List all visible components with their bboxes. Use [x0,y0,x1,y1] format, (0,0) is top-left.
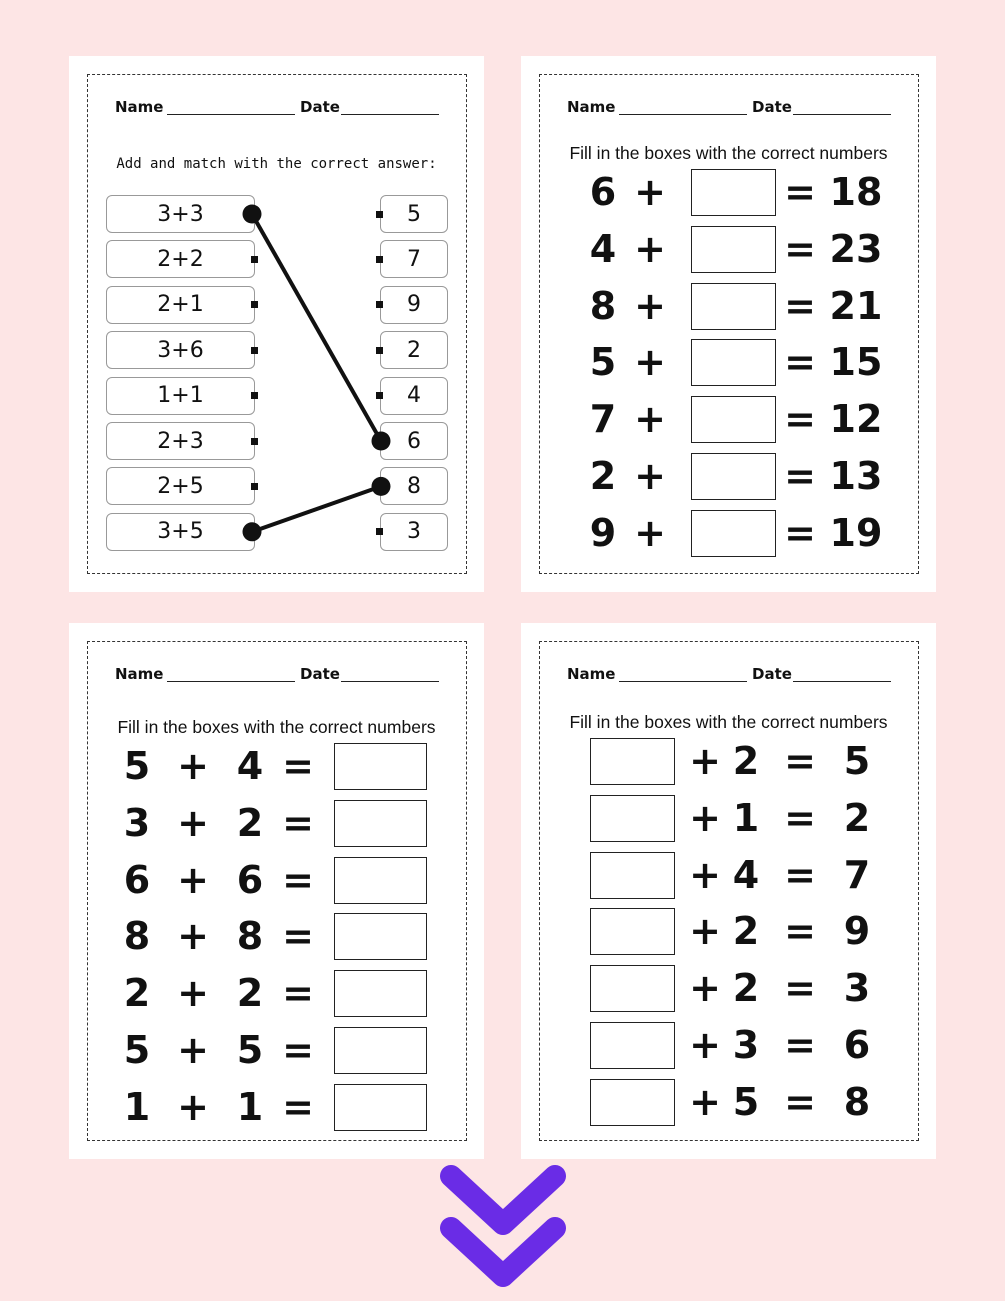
equals-sign: = [784,966,816,1011]
answer-card: 6 [380,422,448,460]
addend-a: 1 [123,1084,151,1129]
plus-sign: + [634,170,666,214]
equals-sign: = [282,971,314,1016]
addend-a: 8 [589,283,617,328]
addend-a: 9 [589,510,617,555]
instruction: Fill in the boxes with the correct numbers [117,717,436,737]
match-endpoint [243,522,262,541]
answer-box[interactable] [590,852,675,899]
plus-sign: + [177,744,209,788]
match-endpoint [372,477,391,496]
answer-box[interactable] [590,1079,675,1126]
answer-box[interactable] [691,510,776,557]
date-line [793,681,891,682]
problem-card: 1+1 [106,377,255,415]
match-endpoint [243,205,262,224]
plus-sign: + [689,1079,721,1124]
result: 7 [843,852,871,897]
instruction: Fill in the boxes with the correct numbers [569,143,888,163]
answer-box[interactable] [334,743,427,790]
name-label: Name [115,665,164,683]
answer-box[interactable] [590,965,675,1012]
addend-b: 1 [236,1084,264,1129]
answer-box[interactable] [691,396,776,443]
plus-sign: + [689,966,721,1011]
problem-card: 2+5 [106,467,255,505]
result: 2 [843,795,871,840]
result: 5 [843,739,871,783]
answer-box[interactable] [334,913,427,960]
plus-sign: + [177,1028,209,1072]
addend-a: 6 [123,857,151,902]
name-label: Name [567,665,616,683]
equals-sign: = [282,800,314,845]
equals-sign: = [784,510,816,555]
plus-sign: + [177,1084,209,1129]
name-line [167,681,295,682]
match-line [252,486,381,531]
match-line [252,214,381,441]
plus-sign: + [634,397,666,442]
equals-sign: = [784,795,816,840]
date-label: Date [752,98,792,116]
plus-sign: + [689,739,721,783]
problem-card: 3+5 [106,513,255,551]
answer-box[interactable] [590,738,675,785]
answer-box[interactable] [691,226,776,273]
plus-sign: + [177,914,209,959]
addend-b: 6 [236,857,264,902]
equals-sign: = [784,852,816,897]
answer-card: 8 [380,467,448,505]
equals-sign: = [784,909,816,954]
result: 13 [829,454,883,498]
result: 9 [843,909,871,954]
answer-box[interactable] [334,1027,427,1074]
equals-sign: = [784,739,816,783]
addend-b: 4 [236,744,264,788]
answer-card: 3 [380,513,448,551]
addend-a: 2 [123,971,151,1016]
match-lines [69,56,484,592]
answer-box[interactable] [334,970,427,1017]
addend-b: 4 [732,852,760,897]
addend-a: 6 [589,170,617,214]
answer-box[interactable] [691,169,776,216]
answer-card: 5 [380,195,448,233]
worksheet-missing-addend [521,56,936,592]
answer-card: 9 [380,286,448,324]
result: 6 [843,1023,871,1067]
equals-sign: = [784,1079,816,1124]
addend-b: 2 [236,800,264,845]
equals-sign: = [784,1023,816,1067]
addend-b: 2 [732,909,760,954]
problem-card: 2+3 [106,422,255,460]
answer-box[interactable] [334,800,427,847]
addend-b: 8 [236,914,264,959]
addend-b: 1 [732,795,760,840]
match-endpoint [372,432,391,451]
double-chevron-down-icon [423,1158,583,1298]
result: 19 [829,510,883,555]
equals-sign: = [282,1084,314,1129]
answer-box[interactable] [590,795,675,842]
addend-a: 3 [123,800,151,845]
date-line [341,681,439,682]
equals-sign: = [282,914,314,959]
problem-card: 3+6 [106,331,255,369]
equals-sign: = [282,744,314,788]
equals-sign: = [784,397,816,442]
equals-sign: = [282,857,314,902]
addend-a: 5 [123,1028,151,1072]
addend-b: 2 [732,739,760,783]
name-line [619,681,747,682]
plus-sign: + [177,800,209,845]
date-label: Date [300,98,340,116]
answer-box[interactable] [691,453,776,500]
answer-box[interactable] [334,857,427,904]
addend-a: 8 [123,914,151,959]
name-label: Name [115,98,164,116]
result: 12 [829,397,883,442]
answer-box[interactable] [691,339,776,386]
addend-b: 2 [236,971,264,1016]
name-line [619,114,747,115]
result: 21 [829,283,883,328]
answer-box[interactable] [691,283,776,330]
plus-sign: + [689,909,721,954]
answer-card: 4 [380,377,448,415]
addend-b: 2 [732,966,760,1011]
instruction: Add and match with the correct answer: [116,156,437,172]
addend-a: 4 [589,226,617,271]
answer-box[interactable] [334,1084,427,1131]
plus-sign: + [634,340,666,385]
equals-sign: = [784,340,816,385]
equals-sign: = [784,170,816,214]
result: 8 [843,1079,871,1124]
equals-sign: = [784,454,816,498]
plus-sign: + [177,857,209,902]
instruction: Fill in the boxes with the correct numbers [569,712,888,732]
plus-sign: + [634,226,666,271]
problem-card: 2+2 [106,240,255,278]
answer-box[interactable] [590,1022,675,1069]
equals-sign: = [282,1028,314,1072]
date-label: Date [752,665,792,683]
addend-a: 2 [589,454,617,498]
result: 15 [829,340,883,385]
addend-b: 5 [236,1028,264,1072]
answer-card: 7 [380,240,448,278]
plus-sign: + [634,283,666,328]
addend-b: 3 [732,1023,760,1067]
answer-box[interactable] [590,908,675,955]
worksheet-first-addend [521,623,936,1159]
plus-sign: + [177,971,209,1016]
result: 23 [829,226,883,271]
addend-a: 5 [123,744,151,788]
date-label: Date [300,665,340,683]
addend-b: 5 [732,1079,760,1124]
addend-a: 5 [589,340,617,385]
plus-sign: + [634,454,666,498]
answer-card: 2 [380,331,448,369]
result: 3 [843,966,871,1011]
problem-card: 3+3 [106,195,255,233]
name-label: Name [567,98,616,116]
equals-sign: = [784,226,816,271]
plus-sign: + [689,1023,721,1067]
date-line [793,114,891,115]
equals-sign: = [784,283,816,328]
plus-sign: + [634,510,666,555]
plus-sign: + [689,795,721,840]
worksheet-match [69,56,484,592]
result: 18 [829,170,883,214]
plus-sign: + [689,852,721,897]
worksheet-sums [69,623,484,1159]
addend-a: 7 [589,397,617,442]
problem-card: 2+1 [106,286,255,324]
